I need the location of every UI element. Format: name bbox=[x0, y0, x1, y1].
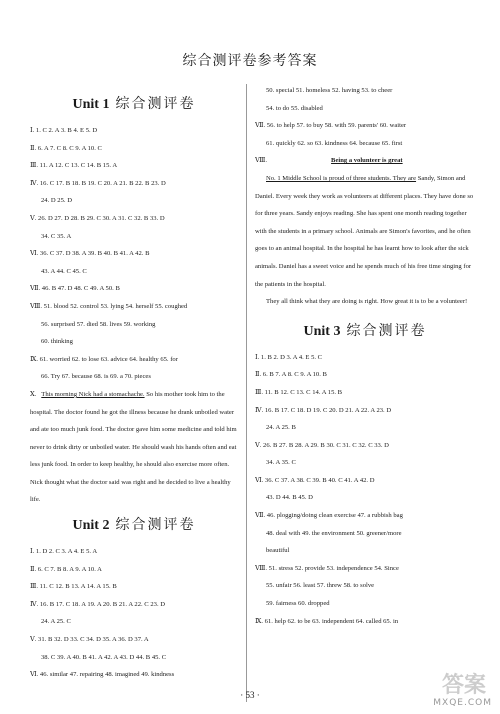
answer-line: Ⅲ. 11. A 12. C 13. C 14. B 15. A bbox=[30, 162, 118, 170]
passage-heading-line bbox=[255, 152, 475, 170]
unit1-essay bbox=[30, 386, 238, 509]
watermark-logo-mark: 答案 bbox=[441, 673, 486, 698]
answer-line: Ⅵ. 36. C 37. A 38. C 39. B 40. C 41. A 42. D bbox=[255, 476, 375, 484]
answer-line: Ⅳ. 16. B 17. C 18. D 19. C 20. D 21. A 22. A 23. D bbox=[255, 406, 392, 414]
answer-line: Ⅲ. 11. B 12. C 13. C 14. A 15. B bbox=[255, 388, 343, 396]
answer-line: Ⅲ. 11. C 12. B 13. A 14. A 15. B bbox=[30, 583, 117, 591]
answer-line: Ⅰ. 1. C 2. A 3. B 4. E 5. D bbox=[30, 127, 98, 134]
answer-line: 24. A 25. B bbox=[266, 424, 296, 432]
answer-line: Ⅵ. 46. similar 47. repairing 48. imagined 49. kindness bbox=[30, 671, 175, 679]
unit3-answers bbox=[255, 349, 475, 631]
watermark-logo bbox=[400, 668, 492, 708]
unit1-essay-rest: So his mother took him to the hospital. The doctor found he got the illness because he drank unboiled water and ate too much junk food. The doctor gave him some medicine and told him never to drink dirty or unboiled water. He should wash his hands often and eat less junk food. In order to keep healthy, he should also exercise more often. Nick thought what the doctor said was right and he decided to live a healthy life. bbox=[30, 390, 237, 504]
answer-line: beautiful bbox=[266, 547, 290, 555]
left-column bbox=[30, 82, 238, 684]
answer-line: 38. C 39. A 40. B 41. A 42. A 43. D 44. B 45. C bbox=[41, 653, 167, 661]
right-column bbox=[255, 82, 475, 630]
answer-line: 34. A 35. C bbox=[266, 459, 296, 467]
answer-line: Ⅴ. 26. B 27. B 28. A 29. B 30. C 31. C 32. C 33. D bbox=[255, 441, 389, 449]
passage-rest: Sandy, Simon and Daniel. Every week they work as volunteers at different places. They have done so for three years. Sandy enjoys reading. She has spent one month reading together with the students in a primary school. Animals are Simon's favorites, and he often goes to an animal hospital. In the hospital he has learnt how to look after the sick animals. Daniel has a sweet voice and he spends much of his free time singing for the patients in the hospital. bbox=[255, 174, 474, 288]
answer-line: Ⅰ. 1. B 2. D 3. A 4. E 5. C bbox=[255, 353, 323, 361]
answer-line: 61. quickly 62. so 63. kindness 64. because 65. first bbox=[266, 139, 403, 147]
passage-title: Being a volunteer is great bbox=[331, 157, 403, 165]
answer-line: 55. unfair 56. least 57. threw 58. to solve bbox=[266, 582, 375, 590]
unit1-heading bbox=[30, 88, 238, 122]
answer-line: Ⅵ. 36. C 37. D 38. A 39. B 40. B 41. A 42. B bbox=[30, 250, 150, 258]
answer-line: 24. A 25. C bbox=[41, 618, 71, 626]
answer-line: Ⅸ. 61. worried 62. to lose 63. advice 64. healthy 65. for bbox=[30, 355, 178, 363]
passage-first: No. 1 Middle School is proud of three students. They are bbox=[266, 174, 417, 182]
unit2-label: Unit 2 bbox=[72, 518, 110, 534]
unit1-cn: 综合测评卷 bbox=[115, 97, 196, 112]
unit2-heading bbox=[30, 509, 238, 543]
answer-line: Ⅱ. 6. B 7. A 8. C 9. A 10. B bbox=[255, 371, 327, 379]
passage-close: They all think what they are doing is right. How great it is to be a volunteer! bbox=[266, 298, 468, 306]
answer-line: 56. surprised 57. died 58. lives 59. working bbox=[41, 320, 156, 328]
answer-line: 34. C 35. A bbox=[41, 232, 72, 240]
answer-line: 48. deal with 49. the environment 50. greener/more bbox=[266, 529, 402, 537]
passage-label: Ⅷ. bbox=[255, 157, 268, 165]
unit3-heading bbox=[255, 315, 475, 349]
column-divider bbox=[246, 84, 247, 702]
passage-body bbox=[255, 170, 475, 311]
answer-line: 24. D 25. D bbox=[41, 197, 72, 205]
unit3-cn: 综合测评卷 bbox=[346, 323, 427, 339]
answer-line: Ⅷ. 51. blood 52. control 53. lying 54. herself 55. coughed bbox=[30, 302, 188, 310]
unit1-essay-first: This morning Nick had a stomachache. bbox=[41, 390, 145, 398]
unit1-essay-label: Ⅹ. bbox=[30, 390, 37, 398]
answer-line: Ⅱ. 6. A 7. C 8. C 9. A 10. C bbox=[30, 144, 102, 152]
unit1-answers bbox=[30, 122, 238, 386]
answer-line: 43. D 44. B 45. D bbox=[266, 494, 313, 502]
answer-line: Ⅰ. 1. D 2. C 3. A 4. E 5. A bbox=[30, 548, 98, 556]
answer-line: 59. fairness 60. dropped bbox=[266, 600, 330, 608]
answer-line: Ⅱ. 6. C 7. B 8. A 9. A 10. A bbox=[30, 565, 102, 573]
unit2-answers bbox=[30, 543, 238, 684]
answer-line: Ⅶ. 46. B 47. D 48. C 49. A 50. B bbox=[30, 285, 120, 293]
answer-line: Ⅶ. 46. plogging/doing clean exercise 47. a rubbish bag bbox=[255, 512, 403, 520]
page-number: · 53 · bbox=[240, 690, 260, 700]
answer-line: Ⅷ. 51. stress 52. provide 53. independence 54. Since bbox=[255, 564, 399, 572]
answer-line: 50. special 51. homeless 52. having 53. to cheer bbox=[266, 87, 393, 94]
unit1-label: Unit 1 bbox=[72, 97, 110, 112]
watermark-text: MXQE.COM bbox=[433, 698, 492, 708]
answer-line: Ⅴ. 26. D 27. D 28. B 29. C 30. A 31. C 32. B 33. D bbox=[30, 214, 165, 222]
answer-line: 54. to do 55. disabled bbox=[266, 104, 323, 112]
unit2-answers-cont bbox=[255, 82, 475, 152]
answer-line: Ⅳ. 16. C 17. B 18. B 19. C 20. A 21. B 22. B 23. D bbox=[30, 179, 166, 187]
answer-line: Ⅴ. 31. B 32. D 33. C 34. D 35. A 36. D 37. A bbox=[30, 636, 149, 644]
answer-line: Ⅶ. 56. to help 57. to buy 58. with 59. parents' 60. waiter bbox=[255, 122, 407, 130]
answer-line: 60. thinking bbox=[41, 338, 73, 346]
unit2-cn: 综合测评卷 bbox=[115, 518, 196, 534]
answer-line: Ⅸ. 61. help 62. to be 63. independent 64. called 65. in bbox=[255, 617, 399, 625]
page-title: 综合测评卷参考答案 bbox=[182, 54, 318, 69]
answer-line: 43. A 44. C 45. C bbox=[41, 267, 87, 275]
answer-line: 66. Try 67. because 68. is 69. a 70. pieces bbox=[41, 373, 151, 381]
unit3-label: Unit 3 bbox=[303, 323, 341, 339]
answer-line: Ⅳ. 16. B 17. C 18. A 19. A 20. B 21. A 22. C 23. D bbox=[30, 600, 166, 608]
